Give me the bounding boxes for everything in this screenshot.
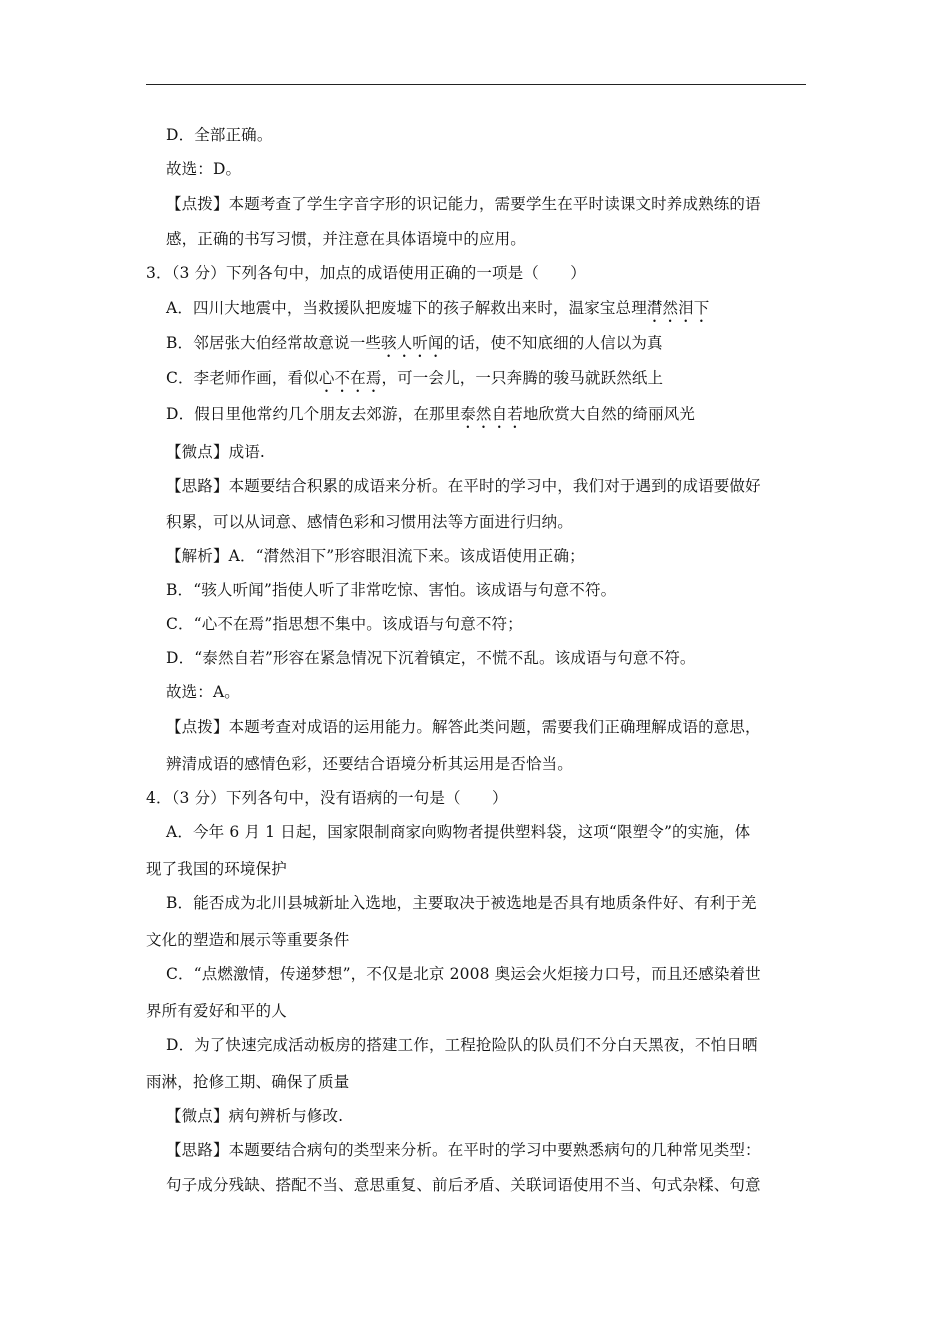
q3-option-a-text: A．四川大地震中，当救援队把废墟下的孩子解救出来时，温家宝总理: [166, 299, 647, 317]
q3-idea-line2: 积累，可以从词意、感情色彩和习惯用法等方面进行归纳。: [166, 513, 573, 531]
q3-analysis-b: B．“骇人听闻”指使人听了非常吃惊、害怕。该成语与句意不符。: [166, 581, 617, 599]
q3-answer: 故选：A。: [166, 683, 240, 701]
q3-analysis-d: D．“泰然自若”形容在紧急情况下沉着镇定，不慌不乱。该成语与句意不符。: [166, 649, 696, 667]
q2-tip-line2: 感，正确的书写习惯，并注意在具体语境中的应用。: [166, 230, 526, 248]
q3-option-d-text: D．假日里他常约几个朋友去郊游，在那里: [166, 405, 461, 423]
q3-tip-line2: 辨清成语的感情色彩，还要结合语境分析其运用是否恰当。: [166, 755, 573, 773]
q4-idea-line1: 【思路】本题要结合病句的类型来分析。在平时的学习中要熟悉病句的几种常见类型：: [166, 1141, 761, 1159]
q3-option-c-text: C．李老师作画，看似: [166, 369, 319, 387]
q3-option-d-text-post: 地欣赏大自然的绮丽风光: [522, 405, 696, 423]
q3-option-d: [166, 404, 695, 432]
q4-option-b-line1: B．能否成为北川县城新址入选地，主要取决于被选地是否具有地质条件好、有利于羌: [166, 894, 757, 912]
q3-idea-line1: 【思路】本题要结合积累的成语来分析。在平时的学习中，我们对于遇到的成语要做好: [166, 477, 761, 495]
q3-option-c: [166, 368, 663, 396]
q3-tip-line1: 【点拨】本题考查对成语的运用能力。解答此类问题，需要我们正确理解成语的意思，: [166, 718, 761, 736]
q3-option-b-text-post: 的话，使不知底细的人信以为真: [443, 334, 663, 352]
q3-stem: 3．（3 分）下列各句中，加点的成语使用正确的一项是（ ）: [146, 264, 586, 282]
q3-analysis-c: C．“心不在焉”指思想不集中。该成语与句意不符；: [166, 615, 523, 633]
header-rule: [146, 84, 806, 85]
q3-analysis-a: 【解析】A．“潸然泪下”形容眼泪流下来。该成语使用正确；: [166, 547, 585, 565]
q3-option-b-idiom: 骇人听闻: [381, 334, 444, 352]
q4-stem: 4．（3 分）下列各句中，没有语病的一句是（ ）: [146, 789, 508, 807]
q2-option-d: D．全部正确。: [166, 126, 273, 144]
q4-option-d-line1: D．为了快速完成活动板房的搭建工作，工程抢险队的队员们不分白天黑夜，不怕日晒: [166, 1036, 758, 1054]
q4-point: 【微点】病句辨析与修改.: [166, 1107, 344, 1125]
q3-option-c-text-post: ，可一会儿，一只奔腾的骏马就跃然纸上: [381, 369, 664, 387]
q4-option-a-line2: 现了我国的环境保护: [146, 860, 287, 878]
q3-option-c-idiom: 心不在焉: [318, 369, 382, 387]
q4-option-c-line2: 界所有爱好和平的人: [146, 1002, 287, 1020]
q4-idea-line2: 句子成分残缺、搭配不当、意思重复、前后矛盾、关联词语使用不当、句式杂糅、句意: [166, 1176, 761, 1194]
q3-option-a-idiom: 潸然泪下: [646, 299, 710, 317]
q3-option-b: [166, 333, 663, 361]
q3-option-b-text: B．邻居张大伯经常故意说一些: [166, 334, 381, 352]
q4-option-d-line2: 雨淋，抢修工期、确保了质量: [146, 1073, 350, 1091]
q3-option-d-idiom: 泰然自若: [460, 405, 523, 423]
q4-option-a-line1: A．今年 6 月 1 日起，国家限制商家向购物者提供塑料袋，这项“限塑令”的实施，体: [166, 823, 751, 841]
q3-point: 【微点】成语.: [166, 443, 265, 461]
q4-option-b-line2: 文化的塑造和展示等重要条件: [146, 931, 350, 949]
q3-option-a: [166, 298, 709, 326]
q4-option-c-line1: C．“点燃激情，传递梦想”，不仅是北京 2008 奥运会火炬接力口号，而且还感染着世: [166, 965, 761, 983]
q2-answer: 故选：D。: [166, 160, 242, 178]
q2-tip-line1: 【点拨】本题考查了学生字音字形的识记能力，需要学生在平时读课文时养成熟练的语: [166, 195, 761, 213]
